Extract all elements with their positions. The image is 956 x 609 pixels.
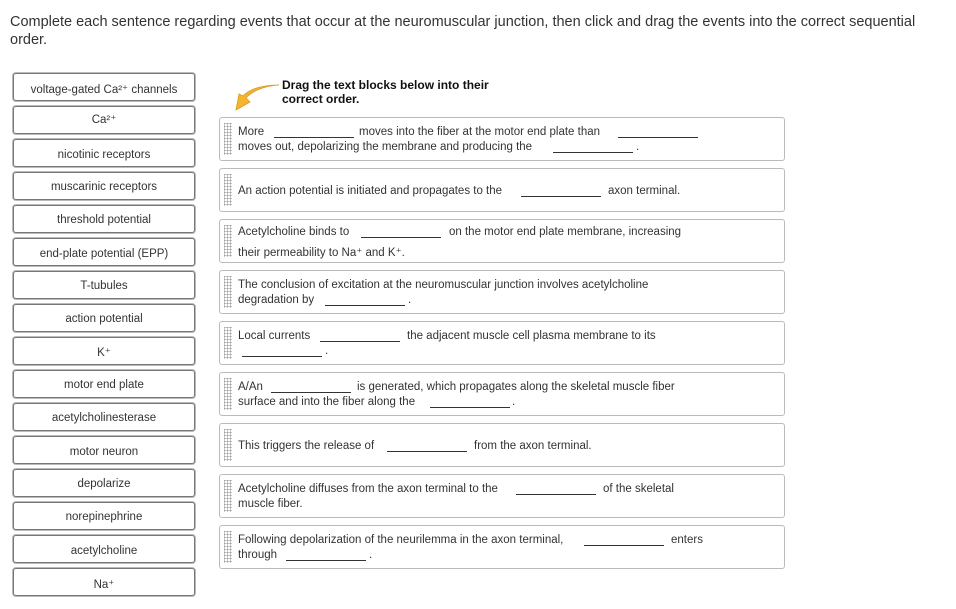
- drag-handle-icon: [224, 531, 232, 563]
- sentence-block[interactable]: [219, 219, 785, 263]
- sentence-text: A/An: [238, 381, 263, 393]
- word-tile[interactable]: [13, 73, 195, 101]
- word-tile[interactable]: [13, 502, 195, 530]
- sentence-text: More: [238, 126, 265, 138]
- word-tile[interactable]: [13, 337, 195, 365]
- drag-handle-icon: [224, 327, 232, 359]
- word-tile-label: muscarinic receptors: [50, 181, 158, 193]
- answer-blank[interactable]: [320, 341, 400, 342]
- drag-hint: Drag the text blocks below into their correct order.: [282, 78, 489, 106]
- sentence-text: from the axon terminal.: [474, 440, 592, 452]
- sentence-block[interactable]: [219, 525, 785, 569]
- word-tile-label: T-tubules: [80, 280, 128, 292]
- word-tile[interactable]: [13, 535, 195, 563]
- answer-blank[interactable]: [618, 137, 698, 138]
- drag-handle-icon: [224, 378, 232, 410]
- answer-blank[interactable]: [271, 392, 351, 393]
- word-tile-label: Na⁺: [93, 579, 115, 591]
- sentence-text: muscle fiber.: [238, 498, 303, 510]
- word-tile-label: motor end plate: [64, 379, 144, 391]
- arrow-icon: [234, 82, 280, 112]
- word-tile[interactable]: [13, 139, 195, 167]
- sentence-block[interactable]: [219, 117, 785, 161]
- sentence-text: .: [408, 294, 412, 306]
- sentence-text: the adjacent muscle cell plasma membrane to its: [407, 330, 656, 342]
- word-tile[interactable]: [13, 436, 195, 464]
- sentence-text: enters: [671, 534, 703, 546]
- sentence-text: Local currents: [238, 330, 311, 342]
- sentence-text: .: [325, 345, 329, 357]
- answer-blank[interactable]: [325, 305, 405, 306]
- sentence-block[interactable]: [219, 321, 785, 365]
- word-tile-label: Ca²⁺: [91, 114, 117, 126]
- word-tile[interactable]: [13, 172, 195, 200]
- sentence-text: of the skeletal: [603, 483, 674, 495]
- sentence-text: is generated, which propagates along the skeletal muscle fiber: [357, 381, 675, 393]
- sentence-text: surface and into the fiber along the: [238, 396, 416, 408]
- answer-blank[interactable]: [274, 137, 354, 138]
- sentence-text: This triggers the release of: [238, 440, 375, 452]
- sentence-block[interactable]: [219, 423, 785, 467]
- word-tile-label: acetylcholine: [70, 545, 138, 557]
- sentence-block[interactable]: [219, 168, 785, 212]
- sentence-text: .: [512, 396, 516, 408]
- word-tile-label: depolarize: [77, 478, 131, 490]
- answer-blank[interactable]: [286, 560, 366, 561]
- word-tile-label: action potential: [65, 313, 143, 325]
- sentence-text: Following depolarization of the neurilemma in the axon terminal,: [238, 534, 564, 546]
- word-tile-label: acetylcholinesterase: [51, 412, 157, 424]
- word-tile[interactable]: [13, 106, 195, 134]
- word-tile[interactable]: [13, 568, 195, 596]
- drag-handle-icon: [224, 480, 232, 512]
- sentence-text: through: [238, 549, 278, 561]
- answer-blank[interactable]: [387, 451, 467, 452]
- answer-blank[interactable]: [521, 196, 601, 197]
- drag-handle-icon: [224, 123, 232, 155]
- sentence-block[interactable]: [219, 270, 785, 314]
- word-tile-label: motor neuron: [69, 446, 139, 458]
- answer-blank[interactable]: [242, 356, 322, 357]
- sentence-block[interactable]: [219, 372, 785, 416]
- sentence-text: Acetylcholine binds to: [238, 226, 350, 238]
- sentence-text: degradation by: [238, 294, 315, 306]
- sentence-text: .: [369, 549, 373, 561]
- word-tile-label: norepinephrine: [65, 511, 143, 523]
- drag-handle-icon: [224, 429, 232, 461]
- sentence-text: moves out, depolarizing the membrane and producing the: [238, 141, 533, 153]
- word-tile[interactable]: [13, 238, 195, 266]
- sentence-block[interactable]: [219, 474, 785, 518]
- word-tile[interactable]: [13, 370, 195, 398]
- answer-blank[interactable]: [430, 407, 510, 408]
- drag-handle-icon: [224, 225, 232, 257]
- answer-blank[interactable]: [553, 152, 633, 153]
- word-tile-label: K⁺: [97, 347, 111, 359]
- word-tile[interactable]: [13, 205, 195, 233]
- sentence-text: axon terminal.: [608, 185, 681, 197]
- sentence-text: The conclusion of excitation at the neuromuscular junction involves acetylcholine: [238, 279, 649, 291]
- word-tile[interactable]: [13, 403, 195, 431]
- drag-handle-icon: [224, 276, 232, 308]
- sentence-text: on the motor end plate membrane, increasing: [449, 226, 682, 238]
- word-tile-label: voltage-gated Ca²⁺ channels: [30, 84, 178, 96]
- sentence-text: moves into the fiber at the motor end plate than: [359, 126, 601, 138]
- sentence-text: An action potential is initiated and propagates to the: [238, 185, 503, 197]
- answer-blank[interactable]: [361, 237, 441, 238]
- instructions: Complete each sentence regarding events that occur at the neuromuscular junction, then click and drag the events into the correct sequential order.: [10, 14, 916, 48]
- sentence-text: their permeability to Na⁺ and K⁺.: [238, 247, 405, 259]
- answer-blank[interactable]: [516, 494, 596, 495]
- word-tile[interactable]: [13, 304, 195, 332]
- word-tile[interactable]: [13, 271, 195, 299]
- word-tile[interactable]: [13, 469, 195, 497]
- sentence-text: Acetylcholine diffuses from the axon terminal to the: [238, 483, 498, 495]
- answer-blank[interactable]: [584, 545, 664, 546]
- word-tile-label: end-plate potential (EPP): [39, 248, 169, 260]
- sentence-text: .: [636, 141, 640, 153]
- drag-handle-icon: [224, 174, 232, 206]
- word-tile-label: threshold potential: [57, 214, 151, 226]
- word-tile-label: nicotinic receptors: [57, 149, 151, 161]
